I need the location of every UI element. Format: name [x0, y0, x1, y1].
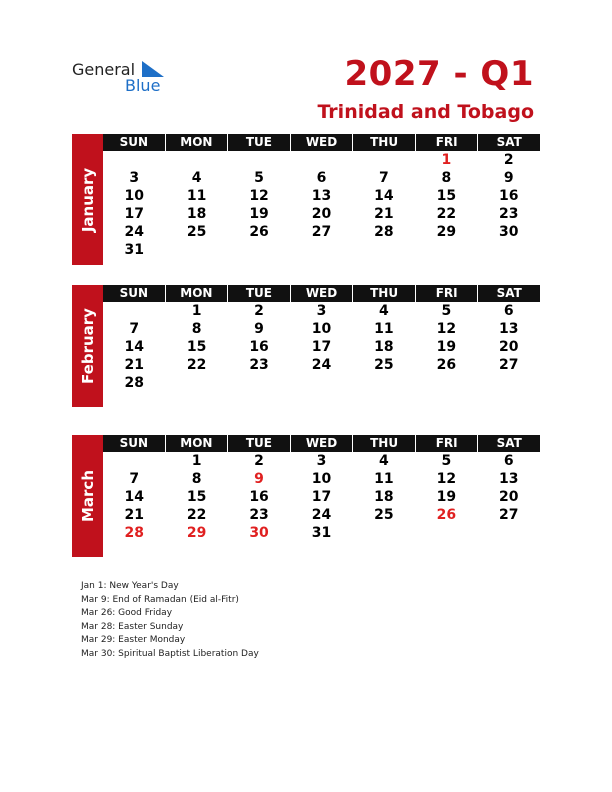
weekday-wed: WED — [291, 435, 354, 452]
day-cell: 28 — [124, 375, 144, 391]
empty-day-cell — [165, 151, 227, 169]
day-cell: 25 — [374, 357, 394, 373]
day-cell: 19 — [436, 489, 457, 505]
weekday-tue: TUE — [228, 285, 291, 302]
empty-day-cell — [478, 374, 540, 392]
empty-day-cell — [415, 524, 477, 542]
day-cell: 14 — [124, 489, 144, 505]
day-cell: 15 — [186, 339, 207, 355]
empty-day-cell — [353, 524, 415, 542]
empty-day-cell — [290, 241, 352, 259]
day-cell: 29 — [436, 224, 457, 240]
day-cell: 19 — [436, 339, 457, 355]
week-row — [103, 320, 540, 338]
empty-day-cell — [478, 524, 540, 542]
day-cell: 17 — [124, 206, 144, 222]
week-row — [103, 187, 540, 205]
month-name: March — [78, 469, 97, 523]
weekday-fri: FRI — [416, 285, 479, 302]
day-cell: 3 — [316, 303, 327, 319]
day-cell: 23 — [249, 357, 269, 373]
week-row — [103, 205, 540, 223]
day-cell: 18 — [374, 489, 394, 505]
month-label — [72, 435, 103, 557]
empty-day-cell — [165, 374, 227, 392]
empty-day-cell — [353, 374, 415, 392]
day-cell: 22 — [186, 507, 207, 523]
month-label — [72, 134, 103, 265]
day-cell: 30 — [499, 224, 519, 240]
weekday-wed: WED — [291, 285, 354, 302]
week-row — [103, 302, 540, 320]
holiday-note: Mar 29: Easter Monday — [81, 635, 186, 645]
day-cell: 24 — [311, 357, 332, 373]
month-grid — [103, 134, 540, 259]
month-name: February — [78, 308, 97, 384]
day-cell: 16 — [249, 339, 269, 355]
day-cell: 7 — [379, 170, 389, 186]
day-cell: 26 — [436, 357, 457, 373]
day-cell: 15 — [436, 188, 457, 204]
day-cell: 18 — [374, 339, 394, 355]
day-cell: 8 — [191, 471, 202, 487]
empty-day-cell — [165, 241, 227, 259]
week-row — [103, 506, 540, 524]
weekday-header-row — [103, 435, 540, 452]
weekday-fri: FRI — [416, 435, 479, 452]
empty-day-cell — [415, 374, 477, 392]
day-cell: 11 — [186, 188, 207, 204]
day-cell: 12 — [249, 188, 269, 204]
day-cell: 17 — [311, 489, 332, 505]
holiday-note: Mar 26: Good Friday — [81, 608, 173, 618]
day-cell: 29 — [186, 525, 207, 541]
day-cell: 2 — [503, 152, 514, 168]
logo-word-general: General — [72, 60, 136, 79]
month-grid — [103, 285, 540, 392]
page-title: 2027 - Q1 — [344, 54, 534, 94]
weekday-thu: THU — [353, 285, 416, 302]
day-cell: 31 — [124, 242, 144, 258]
day-cell: 3 — [129, 170, 140, 186]
day-cell: 28 — [124, 525, 144, 541]
weekday-sat: SAT — [478, 435, 540, 452]
day-cell: 20 — [499, 489, 519, 505]
logo-triangle-icon — [142, 61, 164, 77]
week-row — [103, 356, 540, 374]
empty-day-cell — [228, 374, 290, 392]
weekday-thu: THU — [353, 134, 416, 151]
weekday-tue: TUE — [228, 134, 291, 151]
day-cell: 16 — [499, 188, 519, 204]
day-cell: 21 — [124, 357, 144, 373]
day-cell: 6 — [503, 453, 514, 469]
day-cell: 9 — [254, 321, 264, 337]
holiday-note: Mar 30: Spiritual Baptist Liberation Day — [81, 648, 259, 659]
day-cell: 16 — [249, 489, 269, 505]
day-cell: 22 — [436, 206, 457, 222]
holiday-notes — [81, 580, 259, 661]
month-name: January — [78, 167, 97, 232]
weekday-wed: WED — [291, 134, 354, 151]
day-cell: 26 — [249, 224, 269, 240]
day-cell: 17 — [311, 339, 332, 355]
logo-word-blue: Blue — [125, 76, 161, 95]
day-cell: 14 — [124, 339, 144, 355]
day-cell: 4 — [379, 303, 389, 319]
day-cell: 10 — [124, 188, 144, 204]
day-cell: 7 — [129, 471, 140, 487]
day-cell: 21 — [124, 507, 144, 523]
weekday-header-row — [103, 285, 540, 302]
day-cell: 23 — [499, 206, 519, 222]
day-cell: 28 — [374, 224, 394, 240]
day-cell: 11 — [374, 321, 394, 337]
weekday-mon: MON — [166, 285, 229, 302]
day-cell: 18 — [186, 206, 207, 222]
week-row — [103, 452, 540, 470]
weekday-thu: THU — [353, 435, 416, 452]
day-cell: 7 — [129, 321, 140, 337]
month-grid — [103, 435, 540, 542]
weekday-mon: MON — [166, 435, 229, 452]
weekday-mon: MON — [166, 134, 229, 151]
empty-day-cell — [353, 241, 415, 259]
day-cell: 22 — [186, 357, 207, 373]
day-cell: 27 — [499, 507, 519, 523]
empty-day-cell — [103, 302, 165, 320]
month-block-january — [72, 134, 540, 273]
day-cell: 5 — [254, 170, 264, 186]
day-cell: 23 — [249, 507, 269, 523]
week-row — [103, 241, 540, 259]
day-cell: 19 — [249, 206, 269, 222]
weekday-tue: TUE — [228, 435, 291, 452]
day-cell: 6 — [316, 170, 327, 186]
empty-day-cell — [290, 374, 352, 392]
day-cell: 6 — [503, 303, 514, 319]
holiday-note: Mar 28: Easter Sunday — [81, 621, 184, 632]
day-cell: 31 — [311, 525, 332, 541]
page-subtitle: Trinidad and Tobago — [317, 101, 534, 123]
day-cell: 10 — [311, 471, 332, 487]
day-cell: 11 — [374, 471, 394, 487]
day-cell: 14 — [374, 188, 394, 204]
week-row — [103, 470, 540, 488]
day-cell: 13 — [499, 471, 519, 487]
day-cell: 13 — [311, 188, 332, 204]
empty-day-cell — [415, 241, 477, 259]
weekday-sat: SAT — [478, 134, 540, 151]
weekday-sun: SUN — [103, 435, 166, 452]
day-cell: 25 — [374, 507, 394, 523]
empty-day-cell — [228, 241, 290, 259]
day-cell: 5 — [441, 303, 452, 319]
day-cell: 12 — [436, 471, 457, 487]
day-cell: 24 — [311, 507, 332, 523]
weekday-header-row — [103, 134, 540, 151]
day-cell: 25 — [186, 224, 207, 240]
day-cell: 27 — [499, 357, 519, 373]
month-block-february — [72, 285, 540, 406]
empty-day-cell — [228, 151, 290, 169]
day-cell: 1 — [441, 152, 452, 168]
day-cell: 27 — [311, 224, 332, 240]
day-cell: 20 — [311, 206, 332, 222]
day-cell: 20 — [499, 339, 519, 355]
week-row — [103, 169, 540, 187]
empty-day-cell — [353, 151, 415, 169]
day-cell: 9 — [254, 471, 264, 487]
day-cell: 21 — [374, 206, 394, 222]
holiday-note: Jan 1: New Year's Day — [81, 581, 179, 591]
week-row — [103, 151, 540, 169]
empty-day-cell — [103, 151, 165, 169]
day-cell: 1 — [191, 453, 202, 469]
empty-day-cell — [478, 241, 540, 259]
day-cell: 5 — [441, 453, 452, 469]
day-cell: 15 — [186, 489, 207, 505]
day-cell: 8 — [441, 170, 452, 186]
week-row — [103, 374, 540, 392]
day-cell: 24 — [124, 224, 144, 240]
weekday-sun: SUN — [103, 134, 166, 151]
empty-day-cell — [103, 452, 165, 470]
weekday-sun: SUN — [103, 285, 166, 302]
day-cell: 9 — [503, 170, 514, 186]
weekday-fri: FRI — [416, 134, 479, 151]
month-label — [72, 285, 103, 407]
day-cell: 10 — [311, 321, 332, 337]
day-cell: 2 — [254, 453, 264, 469]
holiday-note: Mar 9: End of Ramadan (Eid al-Fitr) — [81, 594, 239, 605]
day-cell: 3 — [316, 453, 327, 469]
week-row — [103, 338, 540, 356]
month-block-march — [72, 435, 540, 556]
day-cell: 26 — [436, 507, 457, 523]
day-cell: 12 — [436, 321, 457, 337]
day-cell: 4 — [191, 170, 202, 186]
weekday-sat: SAT — [478, 285, 540, 302]
week-row — [103, 524, 540, 542]
day-cell: 2 — [254, 303, 264, 319]
brand-logo — [72, 58, 172, 96]
week-row — [103, 488, 540, 506]
day-cell: 4 — [379, 453, 389, 469]
empty-day-cell — [290, 151, 352, 169]
week-row — [103, 223, 540, 241]
day-cell: 8 — [191, 321, 202, 337]
day-cell: 30 — [249, 525, 269, 541]
day-cell: 13 — [499, 321, 519, 337]
day-cell: 1 — [191, 303, 202, 319]
